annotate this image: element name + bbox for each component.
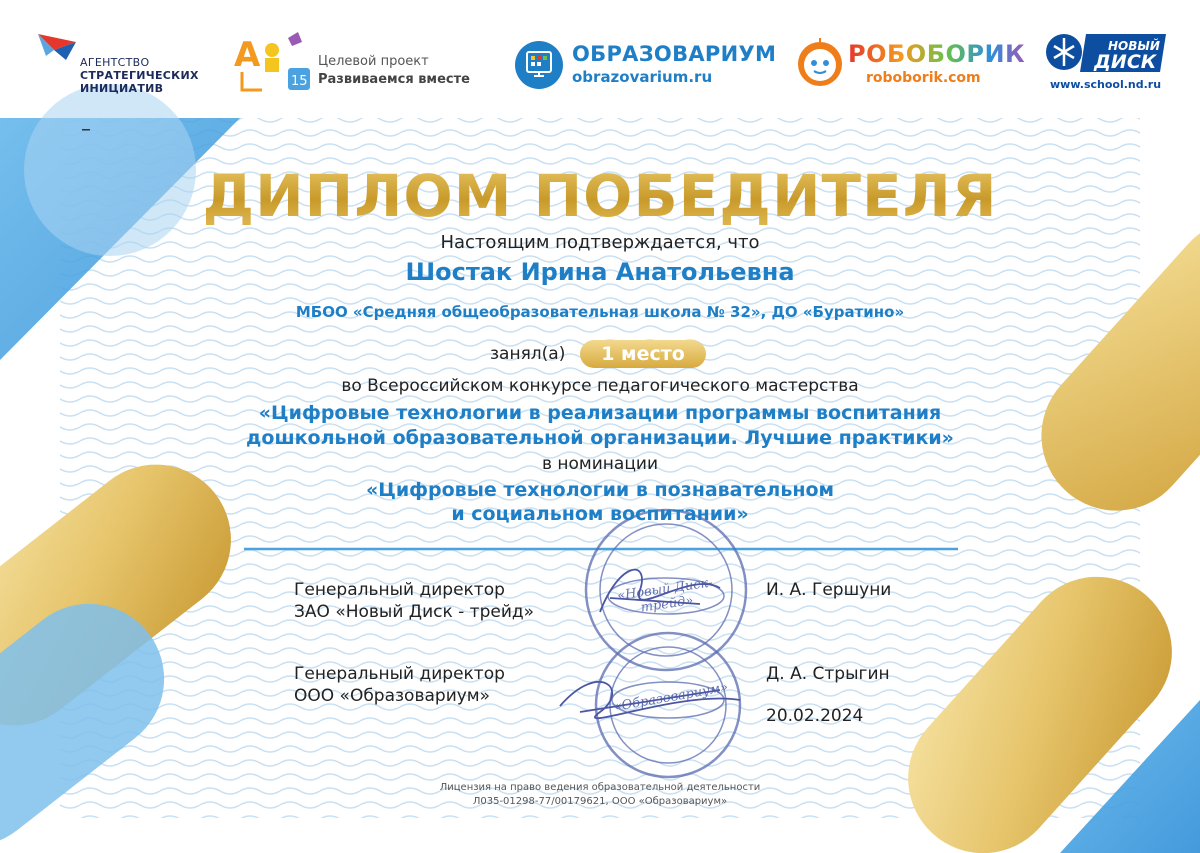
- diploma-title: ДИПЛОМ ПОБЕДИТЕЛЯ: [202, 162, 998, 230]
- place-row: [0, 340, 1200, 370]
- asi-line2: СТРАТЕГИЧЕСКИХ: [80, 69, 199, 82]
- razv-line2: Развиваемся вместе: [318, 72, 470, 87]
- razv-line1: Целевой проект: [318, 54, 429, 69]
- svg-text:15: 15: [291, 74, 308, 89]
- recipient-name: Шостак Ирина Анатольевна: [405, 258, 795, 286]
- asi-line1: АГЕНТСТВО: [80, 56, 150, 69]
- nomination-line2: и социальном воспитании»: [451, 503, 749, 525]
- novy-disk-line2: ДИСК: [1094, 51, 1157, 73]
- contest-intro: во Всероссийском конкурсе педагогического мастерства: [341, 376, 859, 396]
- signer-1-company: ЗАО «Новый Диск - трейд»: [294, 602, 535, 622]
- issue-date: 20.02.2024: [766, 706, 864, 726]
- obrazovarium-url: obrazovarium.ru: [572, 68, 713, 86]
- contest-line1: «Цифровые технологии в реализации программы воспитания: [258, 402, 942, 424]
- roboborik-name: РОБОБОРИК: [848, 40, 1026, 68]
- license-info: [0, 781, 1200, 809]
- nomination-name: [0, 478, 1200, 526]
- svg-text:А: А: [234, 35, 261, 75]
- license-line2: Л035-01298-77/00179621, ООО «Образовариум»: [472, 796, 728, 807]
- signer-2-title: Генеральный директор: [294, 664, 505, 684]
- novy-disk-line1: НОВЫЙ: [1108, 39, 1160, 53]
- asi-line3: ИНИЦИАТИВ: [80, 82, 164, 95]
- signer-1-title: Генеральный директор: [294, 580, 505, 600]
- signer-2-position: [294, 663, 505, 707]
- novy-disk-url: www.school.nd.ru: [1050, 78, 1162, 91]
- took-text: занял(а): [490, 344, 566, 364]
- signer-2-name: Д. А. Стрыгин: [766, 664, 890, 684]
- recipient-organization: МБОО «Средняя общеобразовательная школа № 32», ДО «Буратино»: [295, 303, 905, 321]
- place-badge: 1 место: [580, 340, 706, 368]
- nomination-intro: в номинации: [541, 454, 658, 474]
- obrazovarium-name: ОБРАЗОВАРИУМ: [572, 42, 777, 66]
- signer-1-position: [294, 579, 534, 623]
- signer-1-name: И. А. Гершуни: [766, 580, 892, 600]
- confirm-text: Настоящим подтверждается, что: [440, 232, 760, 253]
- contest-name: [0, 401, 1200, 451]
- roboborik-url: roboborik.com: [866, 70, 981, 86]
- license-line1: Лицензия на право ведения образовательной деятельности: [439, 782, 761, 793]
- signer-2-company: ООО «Образовариум»: [294, 686, 491, 706]
- stamp-1-text: «Новый Диск-трейд»: [616, 575, 714, 616]
- contest-line2: дошкольной образовательной организации. Лучшие практики»: [246, 427, 954, 449]
- stamp-2-text: «Образовариум»: [612, 680, 730, 715]
- nomination-line1: «Цифровые технологии в познавательном: [365, 479, 835, 501]
